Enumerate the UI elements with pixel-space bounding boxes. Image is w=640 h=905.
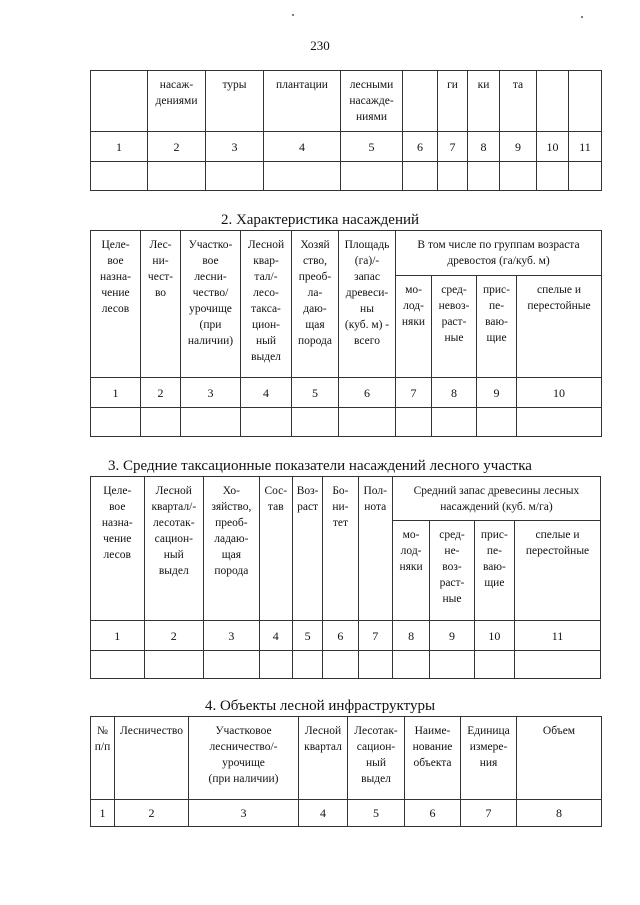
column-number: 3 [206, 132, 264, 162]
empty-cell [517, 408, 602, 437]
column-number: 4 [241, 378, 292, 408]
header-text: насаж- дениями [155, 79, 198, 107]
header-text: Целе- вое назна- чение лесов [101, 485, 133, 561]
header-cell [91, 717, 115, 800]
sub-header-cell [396, 276, 432, 378]
column-number: 5 [348, 800, 405, 827]
header-cell [348, 717, 405, 800]
column-number: 4 [299, 800, 348, 827]
header-cell [189, 717, 299, 800]
table-1-header-row [91, 71, 602, 132]
header-cell [264, 71, 341, 132]
header-text: Бо- ни- тет [332, 485, 349, 529]
empty-cell [141, 408, 181, 437]
column-number: 7 [438, 132, 468, 162]
table-3-empty-row [91, 651, 601, 679]
table-4-number-row [91, 800, 602, 827]
empty-cell [430, 651, 474, 679]
header-cell [91, 231, 141, 378]
header-cell [241, 231, 292, 378]
column-number: 1 [91, 132, 148, 162]
header-text: туры [222, 79, 247, 91]
sub-header-text: спелые и перестойные [525, 529, 590, 557]
empty-cell [241, 408, 292, 437]
header-cell [259, 477, 292, 621]
column-number: 11 [569, 132, 602, 162]
column-number: 9 [430, 621, 474, 651]
column-number: 2 [148, 132, 206, 162]
header-cell [91, 71, 148, 132]
empty-cell [358, 651, 392, 679]
column-number: 6 [403, 132, 438, 162]
sub-header-cell [430, 521, 474, 621]
group-header-text: В том числе по группам возраста древостоя (га/куб. м) [417, 239, 580, 267]
table-3-number-row [91, 621, 601, 651]
empty-cell [91, 408, 141, 437]
column-number: 2 [115, 800, 189, 827]
header-cell [141, 231, 181, 378]
empty-cell [396, 408, 432, 437]
header-cell [299, 717, 348, 800]
section-3-title: 3. Средние таксационные показатели насаждений лесного участка [108, 458, 532, 474]
empty-cell [438, 162, 468, 191]
header-cell [323, 477, 358, 621]
empty-cell [339, 408, 396, 437]
empty-cell [468, 162, 500, 191]
column-number: 10 [537, 132, 569, 162]
column-number: 8 [517, 800, 602, 827]
column-number: 5 [341, 132, 403, 162]
column-number: 6 [323, 621, 358, 651]
header-text: ги [447, 79, 458, 91]
column-number: 2 [144, 621, 204, 651]
header-text: Сос- тав [264, 485, 288, 513]
empty-cell [477, 408, 517, 437]
column-number: 10 [474, 621, 514, 651]
sub-header-text: сред- не- воз- раст- ные [439, 529, 465, 605]
column-number: 5 [292, 621, 322, 651]
header-text: № п/п [94, 725, 111, 753]
table-3-taxation-indicators [90, 476, 601, 679]
column-number: 1 [91, 621, 145, 651]
sub-header-cell [515, 521, 601, 621]
sub-header-text: мо- лод- няки [401, 284, 426, 328]
empty-cell [204, 651, 260, 679]
column-number: 8 [432, 378, 477, 408]
empty-cell [500, 162, 537, 191]
header-text: Воз- раст [296, 485, 319, 513]
sub-header-cell [517, 276, 602, 378]
column-number: 2 [141, 378, 181, 408]
header-cell [115, 717, 189, 800]
header-text: Целе- вое назна- чение лесов [100, 239, 131, 315]
column-number: 5 [292, 378, 339, 408]
header-cell [148, 71, 206, 132]
empty-cell [91, 651, 145, 679]
column-number: 10 [517, 378, 602, 408]
sub-header-cell [432, 276, 477, 378]
column-number: 11 [515, 621, 601, 651]
empty-cell [148, 162, 206, 191]
header-text: Лес- ни- чест- во [147, 239, 174, 299]
header-text: Лесной квар- тал/- лесо- такса- цион- ный выдел [247, 239, 285, 363]
section-2-title: 2. Характеристика насаждений [220, 212, 420, 228]
column-number: 8 [468, 132, 500, 162]
group-header-cell [392, 477, 600, 521]
table-2-empty-row [91, 408, 602, 437]
page-number: 230 [310, 38, 330, 53]
column-number: 7 [358, 621, 392, 651]
header-cell [438, 71, 468, 132]
empty-cell [323, 651, 358, 679]
table-1-continuation [90, 70, 602, 191]
column-number: 3 [204, 621, 260, 651]
header-text: ки [477, 79, 490, 91]
column-number: 4 [264, 132, 341, 162]
empty-cell [264, 162, 341, 191]
column-number: 6 [339, 378, 396, 408]
empty-cell [292, 651, 322, 679]
sub-header-text: мо- лод- няки [399, 529, 423, 573]
sub-header-text: спелые и перестойные [527, 284, 591, 312]
empty-cell [292, 408, 339, 437]
table-2-stand-characteristics [90, 230, 602, 437]
column-number: 4 [259, 621, 292, 651]
empty-cell [144, 651, 204, 679]
scan-speck [581, 16, 583, 18]
header-text: Участко- вое лесни- чество/ урочище (при наличии) [187, 239, 234, 347]
header-cell [91, 477, 145, 621]
header-text: Лесотак- сацион- ный выдел [354, 725, 398, 785]
column-number: 6 [405, 800, 461, 827]
column-number: 9 [500, 132, 537, 162]
header-text: Хо- зяйство, преоб- ладаю- щая порода [211, 485, 252, 577]
sub-header-cell [474, 521, 514, 621]
column-number: 9 [477, 378, 517, 408]
column-number: 8 [392, 621, 429, 651]
empty-cell [474, 651, 514, 679]
sub-header-cell [477, 276, 517, 378]
header-text: Хозяй ство, преоб- ла- даю- щая порода [297, 239, 333, 347]
group-header-cell [396, 231, 602, 276]
header-cell [292, 477, 322, 621]
header-cell [517, 717, 602, 800]
table-2-header-row-1 [91, 231, 602, 276]
sub-header-text: сред- невоз- раст- ные [438, 284, 470, 344]
empty-cell [181, 408, 241, 437]
header-cell [144, 477, 204, 621]
column-number: 3 [181, 378, 241, 408]
header-cell [204, 477, 260, 621]
empty-cell [569, 162, 602, 191]
header-text: Лесной квартал/- лесотак- сацион- ный выдел [151, 485, 197, 577]
header-cell [461, 717, 517, 800]
header-text: плантации [276, 79, 328, 91]
empty-cell [403, 162, 438, 191]
header-text: Единица измере- ния [467, 725, 510, 769]
header-text: Лесной квартал [304, 725, 342, 753]
empty-cell [341, 162, 403, 191]
table-1-number-row [91, 132, 602, 162]
header-cell [537, 71, 569, 132]
header-text: Пол- нота [363, 485, 387, 513]
header-text: Лесничество [120, 725, 183, 737]
table-4-forest-infrastructure [90, 716, 602, 827]
empty-cell [432, 408, 477, 437]
header-text: Площадь (га)/- запас древеси- ны (куб. м) - всего [344, 239, 390, 347]
header-text: Объем [542, 725, 576, 737]
empty-cell [259, 651, 292, 679]
header-cell [468, 71, 500, 132]
header-text: лесными насажде- ниями [349, 79, 394, 123]
empty-cell [537, 162, 569, 191]
header-cell [358, 477, 392, 621]
empty-cell [515, 651, 601, 679]
column-number: 7 [461, 800, 517, 827]
scan-speck [292, 14, 294, 16]
sub-header-cell [392, 521, 429, 621]
empty-cell [392, 651, 429, 679]
empty-cell [206, 162, 264, 191]
header-text: та [512, 79, 524, 91]
column-number: 3 [189, 800, 299, 827]
header-cell [403, 71, 438, 132]
header-text: Наиме- нование объекта [412, 725, 453, 769]
header-cell [405, 717, 461, 800]
header-cell [569, 71, 602, 132]
header-text: Участковое лесничество/- урочище (при наличии) [208, 725, 279, 785]
group-header-text: Средний запас древесины лесных насаждений (куб. м/га) [413, 485, 580, 513]
header-cell [341, 71, 403, 132]
column-number: 1 [91, 800, 115, 827]
column-number: 1 [91, 378, 141, 408]
table-3-header-row-1 [91, 477, 601, 521]
header-cell [292, 231, 339, 378]
column-number: 7 [396, 378, 432, 408]
empty-cell [91, 162, 148, 191]
header-cell [181, 231, 241, 378]
table-2-number-row [91, 378, 602, 408]
table-4-header-row [91, 717, 602, 800]
sub-header-text: прис- пе- ваю- щие [483, 284, 510, 344]
header-cell [339, 231, 396, 378]
table-1-empty-row [91, 162, 602, 191]
sub-header-text: прис- пе- ваю- щие [480, 529, 508, 589]
header-cell [206, 71, 264, 132]
header-cell [500, 71, 537, 132]
section-4-title: 4. Объекты лесной инфраструктуры [204, 698, 436, 714]
